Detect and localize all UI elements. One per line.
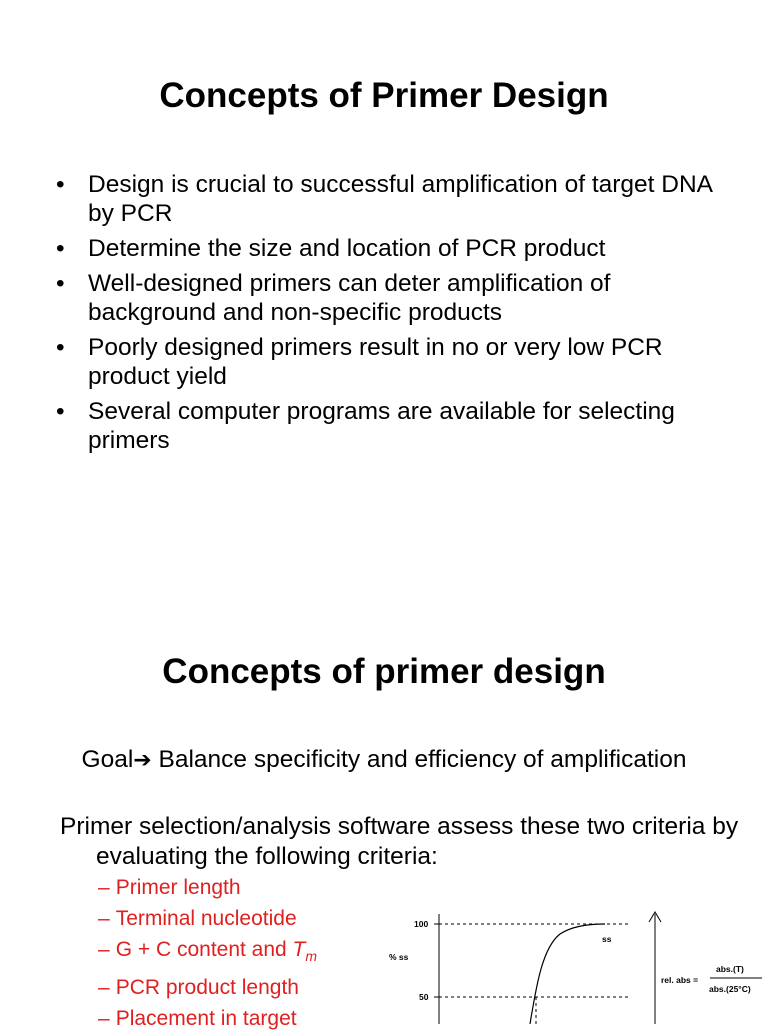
melting-curve [530, 924, 605, 1024]
y-tick-100: 100 [414, 919, 429, 929]
melting-curve-figure [380, 908, 768, 1024]
bullet-dot: • [56, 235, 65, 262]
slide-1 [0, 0, 768, 512]
criteria-item: – PCR product length [98, 976, 299, 999]
dash-marker: – [98, 876, 110, 899]
y-axis-label: % ss [389, 952, 409, 962]
bullet-item: • Well-designed primers can deter amplification of background and non-specific products [56, 270, 611, 326]
goal-label: Goal [81, 746, 134, 773]
criteria-item: – G + C content and $T_m$ [98, 938, 318, 964]
slide-1-bullet-list [56, 170, 736, 461]
dash-marker: – [98, 938, 110, 961]
goal-text: Balance specificity and efficiency of amplification [151, 746, 687, 773]
slide-1-title: Concepts of Primer Design [159, 76, 609, 116]
bullet-item: • Several computer programs are available for selecting primers [56, 398, 675, 454]
bullet-item: • Design is crucial to successful amplification of target DNA by PCR [56, 171, 712, 227]
dash-marker: – [98, 976, 110, 999]
bullet-dot: • [56, 398, 65, 425]
tm-subscript: m [305, 948, 318, 964]
curve-label-ss: ss [602, 934, 612, 944]
right-arrow-icon: ➔ [133, 748, 152, 773]
tm-symbol: T [292, 938, 306, 961]
criteria-item: – Terminal nucleotide [98, 907, 297, 930]
formula-numerator: abs.(T) [716, 964, 744, 974]
criteria-list [98, 872, 317, 1034]
dash-marker: – [98, 1007, 110, 1030]
goal-statement [60, 745, 708, 776]
bullet-dot: • [56, 270, 65, 297]
melting-curve-svg [380, 908, 768, 1024]
rel-abs-label: rel. abs = [661, 975, 699, 985]
bullet-item: • Determine the size and location of PCR product [56, 235, 606, 262]
bullet-item: • Poorly designed primers result in no or very low PCR product yield [56, 334, 663, 390]
criteria-intro: Primer selection/analysis software assess these two criteria by evaluating the following criteria: [60, 813, 739, 870]
y-tick-50: 50 [419, 992, 429, 1002]
dash-marker: – [98, 907, 110, 930]
bullet-dot: • [56, 171, 65, 198]
formula-denominator: abs.(25°C) [709, 984, 751, 994]
criteria-item: – Primer length [98, 876, 241, 899]
criteria-item: – Placement in target [98, 1007, 297, 1030]
slide-2-title: Concepts of primer design [162, 652, 606, 692]
bullet-dot: • [56, 334, 65, 361]
